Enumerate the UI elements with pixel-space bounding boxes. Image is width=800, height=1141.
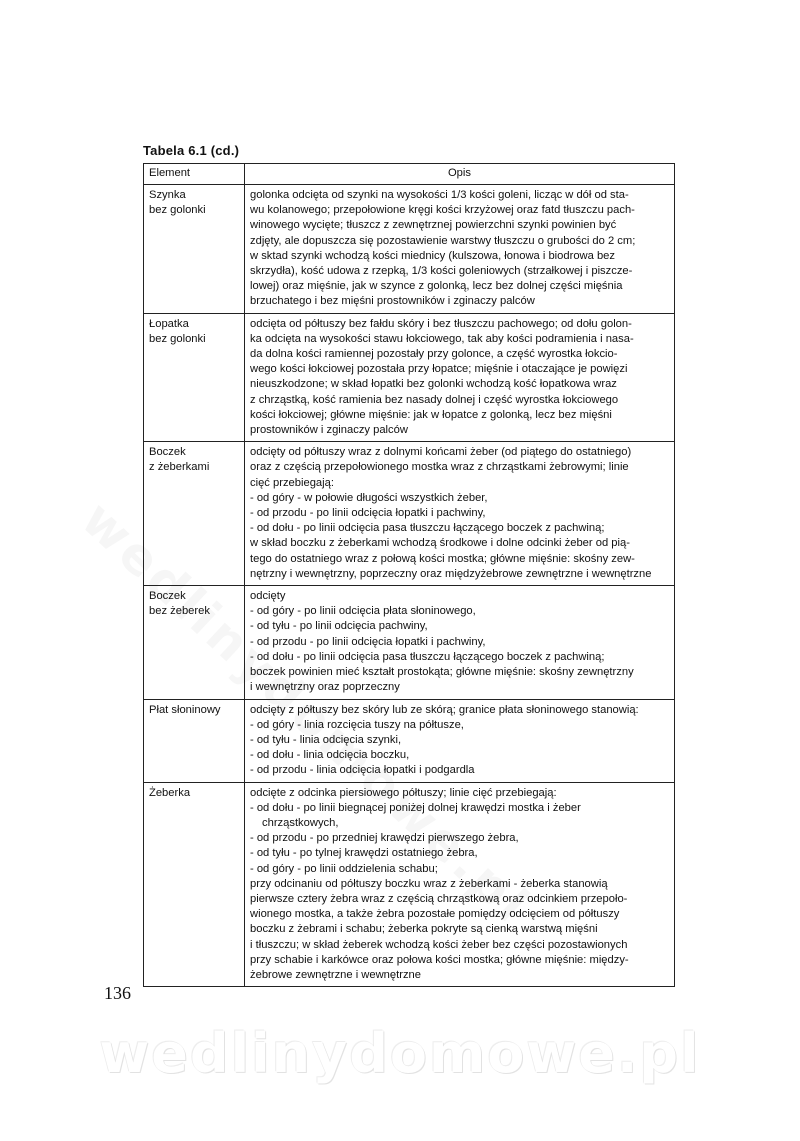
table-header-row	[144, 164, 675, 185]
description-line: - od góry - w połowie długości wszystkich żeber,	[250, 491, 488, 504]
description-line: kości łokciowej; główne mięśnie: jak w łopatce z golonką, lecz bez mięśni	[250, 408, 612, 421]
description-line: i tłuszczu; w skład żeberek wchodzą kości żeber bez części pozostawionych	[250, 938, 628, 951]
description-line: - od dołu - po linii odcięcia pasa tłuszczu łączącego boczek z pachwiną;	[250, 522, 605, 535]
description-line: prostowników i zginaczy palców	[250, 424, 408, 437]
description-line: odcięty od półtuszy wraz z dolnymi końcami żeber (od piątego do ostatniego)	[250, 446, 632, 459]
description-line: odcięte z odcinka piersiowego półtuszy; linie cięć przebiegają:	[250, 786, 557, 799]
footer-watermark: wedlinydomowe.pl	[99, 1022, 701, 1085]
description-line: golonka odcięta od szynki na wysokości 1/3 kości goleni, licząc w dół od sta-	[250, 189, 629, 201]
description-line: - od dołu - po linii biegnącej poniżej dolnej krawędzi mostka i żeber	[250, 801, 581, 814]
description-line: ka odcięta na wysokości stawu łokciowego, tak aby kości podramienia i nasa-	[250, 332, 634, 345]
description-line: w skład boczku z żeberkami wchodzą środkowe i dolne odcinki żeber od pią-	[250, 537, 630, 550]
cell-description	[245, 699, 675, 782]
description-line: przy odcinaniu od półtuszy boczku wraz z żeberkami - żeberka stanowią	[250, 877, 608, 890]
description-line: zdjęty, ale dopuszcza się pozostawienie warstwy tłuszczu o grubości do 2 cm;	[250, 234, 636, 247]
cell-element: Szynka bez golonki	[144, 185, 245, 314]
description-line: odcięty z półtuszy bez skóry lub ze skórą; granice płata słoninowego stanowią:	[250, 703, 639, 716]
description-line: oraz z częścią przepołowionego mostka wraz z chrząstkami żebrowymi; linie	[250, 461, 629, 474]
description-line: - od tyłu - po linii odcięcia pachwiny,	[250, 620, 428, 633]
description-line: - od góry - po linii oddzielenia schabu;	[250, 862, 438, 875]
description-line: pierwsze cztery żebra wraz z częścią chrząstkową oraz odcinkiem przepoło-	[250, 892, 628, 905]
cell-element: Boczek bez żeberek	[144, 586, 245, 699]
description-line: przy schabie i karkówce oraz połowa kości mostka; główne mięśnie: między-	[250, 953, 629, 966]
table-row	[144, 313, 675, 442]
cell-element: Żeberka	[144, 782, 245, 987]
cuts-table	[143, 163, 675, 987]
description-line: - od przodu - po przedniej krawędzi pierwszego żebra,	[250, 832, 519, 845]
header-element: Element	[144, 164, 245, 185]
description-line: lowej) oraz mięśnie, jak w szynce z golonką, lecz bez dolnej części mięśnia	[250, 280, 623, 293]
description-line: i wewnętrzny oraz poprzeczny	[250, 681, 400, 694]
table-row	[144, 442, 675, 586]
description-line: nieuszkodzone; w skład łopatki bez golonki wchodzą kość łopatkowa wraz	[250, 378, 617, 391]
description-line: boczek powinien mieć kształt prostokąta; główne mięśnie: skośny zewnętrzny	[250, 666, 634, 679]
description-line: da dolna kości ramiennej pozostały przy golonce, a część wyrostka łokcio-	[250, 348, 618, 361]
description-line: chrząstkowych,	[262, 816, 339, 829]
cell-element: Boczek z żeberkami	[144, 442, 245, 586]
description-line: w sktad szynki wchodzą kości miednicy (kulszowa, łonowa i biodrowa bez	[250, 249, 615, 262]
description-line: skrzydła), kość udowa z rzepką, 1/3 kości goleniowych (strzałkowej i piszcze-	[250, 265, 633, 278]
description-line: winowego wycięte; tłuszcz z zewnętrznej powierzchni szynki powinien być	[250, 219, 617, 232]
description-line: - od przodu - po linii odcięcia łopatki i pachwiny,	[250, 507, 486, 520]
description-line: - od tyłu - linia odcięcia szynki,	[250, 733, 402, 746]
description-line: brzuchatego i bez mięśni prostowników i zginaczy palców	[250, 295, 535, 308]
description-line: z chrząstką, kość ramienia bez nasady dolnej i część wyrostka łokciowego	[250, 393, 619, 406]
description-line: - od góry - po linii odcięcia płata słoninowego,	[250, 605, 476, 618]
description-line: - od przodu - po linii odcięcia łopatki i pachwiny,	[250, 635, 486, 648]
cell-description	[245, 185, 675, 314]
cell-element: Łopatka bez golonki	[144, 313, 245, 442]
table-row	[144, 185, 675, 314]
description-line: odcięta od półtuszy bez fałdu skóry i bez tłuszczu pachowego; od dołu golon-	[250, 317, 632, 330]
description-line: żebrowe zewnętrzne i wewnętrzne	[250, 968, 422, 981]
table-row	[144, 782, 675, 987]
description-line: boczku z żebrami i schabu; żeberka pokryte są cienką warstwą mięśni	[250, 923, 598, 936]
table-caption: Tabela 6.1 (cd.)	[143, 143, 240, 158]
description-line: - od góry - linia rozcięcia tuszy na półtusze,	[250, 718, 464, 731]
cell-description	[245, 586, 675, 699]
description-line: cięć przebiegają:	[250, 476, 334, 489]
cell-description	[245, 442, 675, 586]
description-line: nętrzny i wewnętrzny, poprzeczny oraz międzyżebrowe zewnętrzne i wewnętrzne	[250, 567, 652, 580]
description-line: - od przodu - linia odcięcia łopatki i podgardla	[250, 764, 475, 777]
description-line: wionego mostka, a także żebra pozostałe pomiędzy odcięciem od półtuszy	[250, 908, 620, 921]
cell-element: Płat słoninowy	[144, 699, 245, 782]
description-line: wu kolanowego; przepołowione kręgi kości krzyżowej oraz fatd tłuszczu pach-	[250, 204, 635, 217]
page-number: 136	[104, 983, 131, 1003]
description-line: tego do ostatniego wraz z połową kości mostka; główne mięśnie: skośny zew-	[250, 552, 635, 565]
header-opis: Opis	[245, 164, 675, 185]
description-line: odcięty	[250, 590, 286, 603]
description-line: - od dołu - linia odcięcia boczku,	[250, 749, 410, 762]
cell-description	[245, 782, 675, 987]
table-row	[144, 699, 675, 782]
table-row	[144, 586, 675, 699]
description-line: - od tyłu - po tylnej krawędzi ostatniego żebra,	[250, 847, 478, 860]
cell-description	[245, 313, 675, 442]
description-line: wego kości łokciowej pozostała przy łopatce; mięśnie i otaczające je powięzi	[250, 363, 628, 376]
description-line: - od dołu - po linii odcięcia pasa tłuszczu łączącego boczek z pachwiną;	[250, 650, 605, 663]
